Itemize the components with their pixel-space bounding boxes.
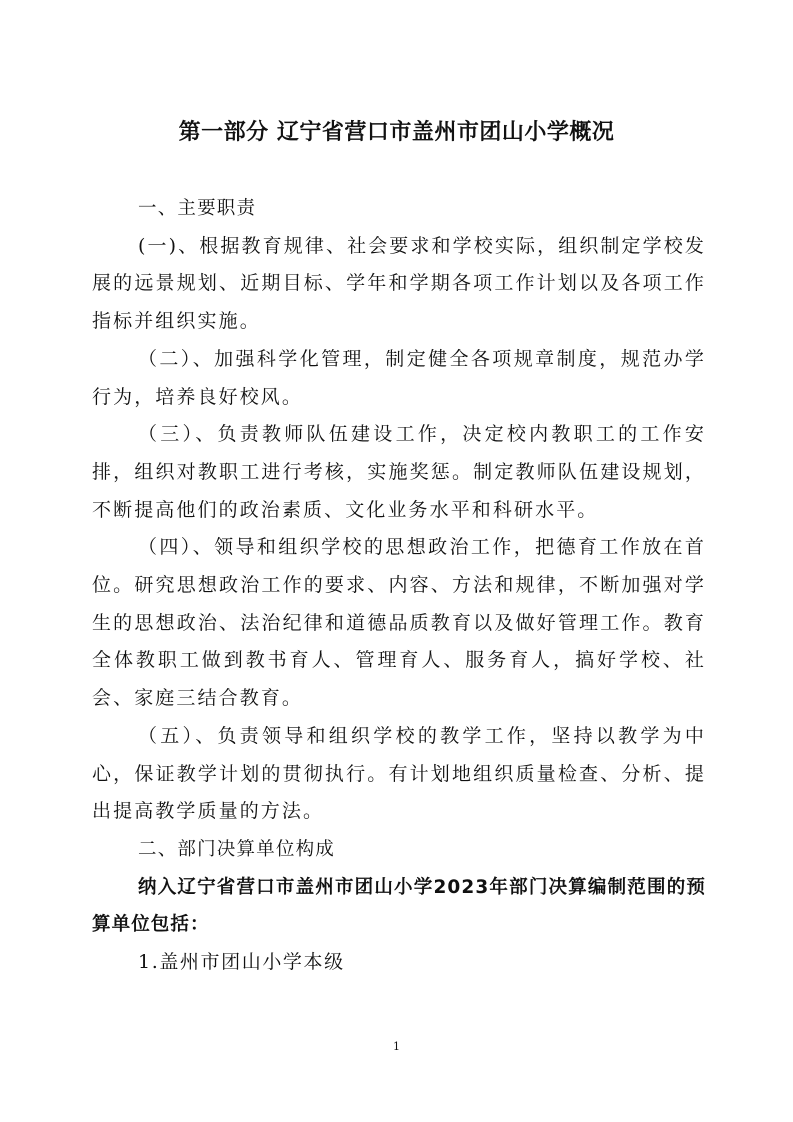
duty-paragraph-4: （四）、领导和组织学校的思想政治工作，把德育工作放在首位。研究思想政治工作的要求、内容、方法和规律，不断加强对学生的思想政治、法治纪律和道德品质教育以及做好管理工作。教育全体教职工做到教书育人、管理育人、服务育人，搞好学校、社会、家庭三结合教育。 [92,536,706,710]
duty-paragraph-1: (一)、根据教育规律、社会要求和学校实际，组织制定学校发展的远景规划、近期目标、学年和学期各项工作计划以及各项工作指标并组织实施。 [92,234,706,333]
section-heading-unit-composition: 二、部门决算单位构成 [138,838,336,860]
duty-paragraph-5: （五）、负责领导和组织学校的教学工作，坚持以教学为中心，保证教学计划的贯彻执行。有计划地组织质量检查、分析、提出提高教学质量的方法。 [92,724,706,823]
section-heading-main-duties: 一、主要职责 [138,198,257,219]
page-number: 1 [393,1040,400,1053]
duty-paragraph-2: （二）、加强科学化管理，制定健全各项规章制度，规范办学行为，培养良好校风。 [92,347,706,408]
unit-composition-intro: 纳入辽宁省营口市盖州市团山小学2023年部门决算编制范围的预算单位包括： [92,876,706,936]
duty-paragraph-3: （三）、负责教师队伍建设工作，决定校内教职工的工作安排，组织对教职工进行考核，实施奖惩。制定教师队伍建设规划，不断提高他们的政治素质、文化业务水平和科研水平。 [92,423,706,521]
unit-list-item: 1.盖州市团山小学本级 [138,951,345,974]
page-title: 第一部分 辽宁省营口市盖州市团山小学概况 [178,120,615,145]
document-body [92,190,706,982]
